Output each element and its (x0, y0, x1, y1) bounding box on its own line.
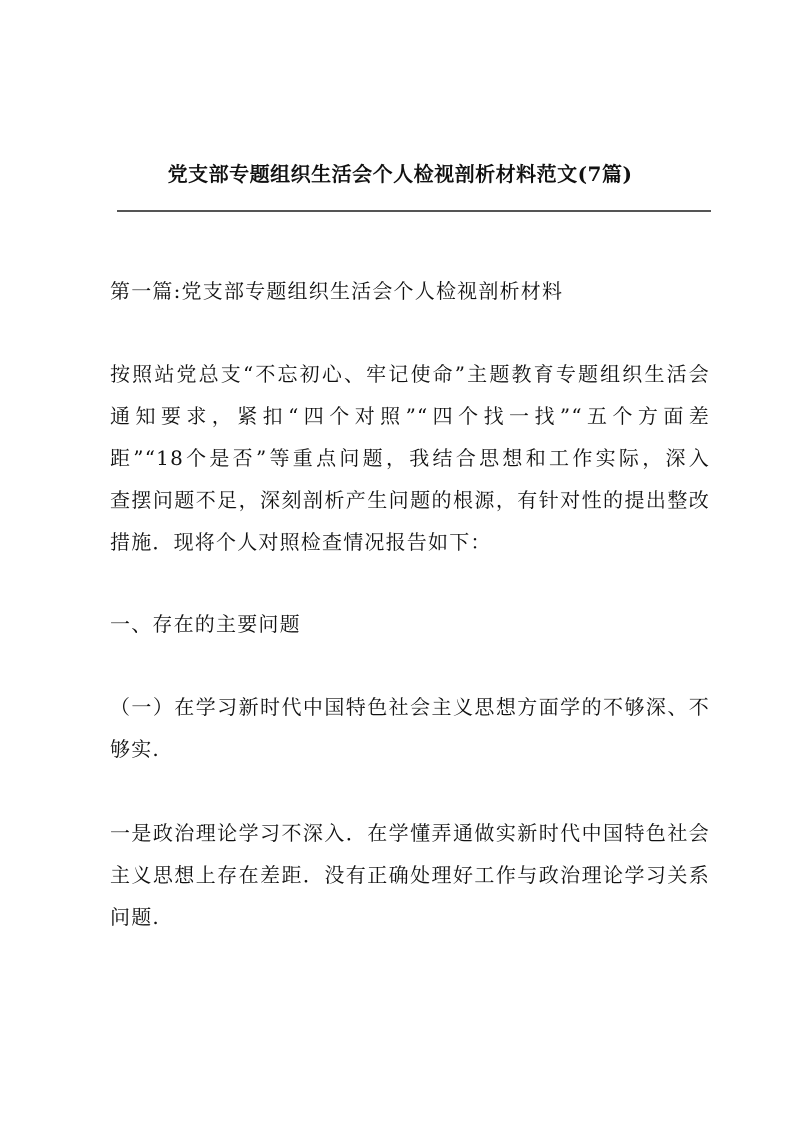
title-underline (117, 210, 711, 212)
paragraph-line: 距”“18个是否”等重点问题，我结合思想和工作实际，深入 (110, 446, 710, 470)
paragraph-line: 问题. (110, 905, 160, 929)
section-heading (110, 270, 710, 312)
paragraph-line: 按照站党总支“不忘初心、牢记使命”主题教育专题组织生活会 (110, 362, 710, 386)
paragraph-line: 一是政治理论学习不深入．在学懂弄通做实新时代中国特色社会 (110, 821, 710, 845)
heading-line: 第一篇:党支部专题组织生活会个人检视剖析材料 (110, 279, 564, 303)
paragraph-line: 主义思想上存在差距．没有正确处理好工作与政治理论学习关系 (110, 863, 710, 887)
paragraph-line: 查摆问题不足，深刻剖析产生问题的根源，有针对性的提出整改 (110, 488, 710, 512)
paragraph-line: 措施．现将个人对照检查情况报告如下： (110, 530, 492, 554)
point-one-paragraph (110, 686, 710, 770)
item-one-paragraph (110, 812, 710, 938)
document-title: 党支部专题组织生活会个人检视剖析材料范文(7篇) (167, 162, 633, 186)
paragraph-line: 够实. (110, 737, 160, 761)
paragraph-line: （一）在学习新时代中国特色社会主义思想方面学的不够深、不 (110, 695, 710, 719)
intro-paragraph (110, 353, 710, 563)
part-one-heading (110, 603, 710, 645)
paragraph-line: 通知要求，紧扣“四个对照”“四个找一找”“五个方面差 (110, 404, 710, 428)
heading-line: 一、存在的主要问题 (110, 612, 301, 636)
